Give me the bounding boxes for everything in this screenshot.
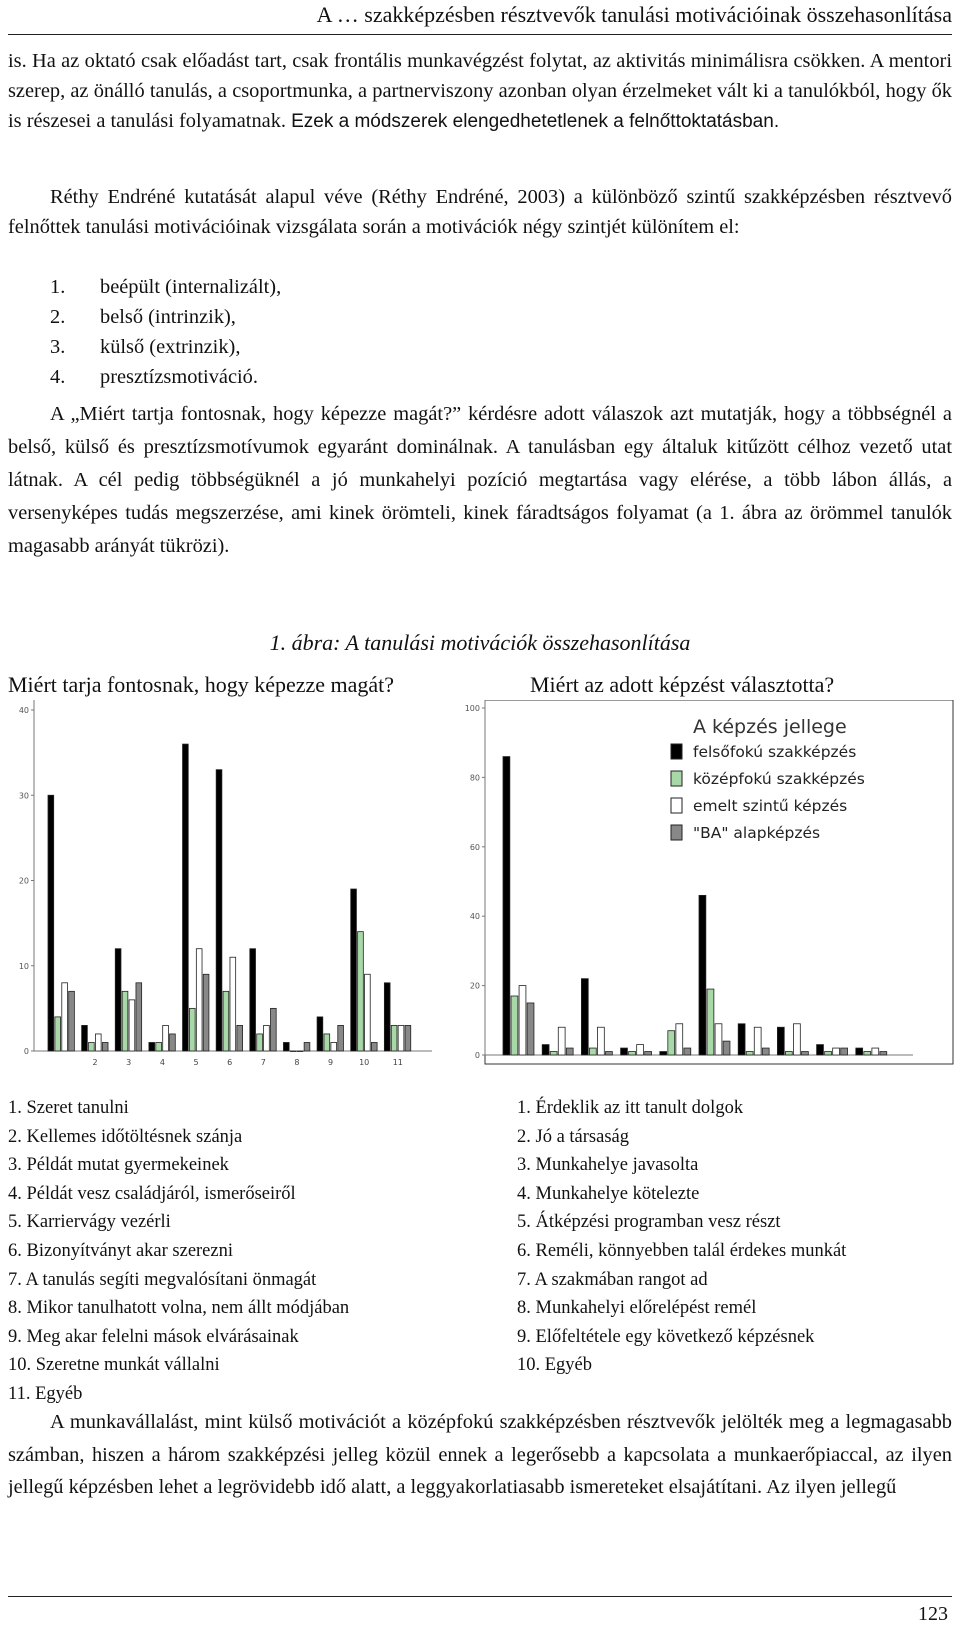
left-chart-x-tick-label: 6	[227, 1058, 233, 1067]
paragraph-1-sans-sentence: Ezek a módszerek elengedhetetlenek a felnőttoktatásban.	[291, 111, 780, 132]
left-chart-x-tick-label: 10	[359, 1058, 370, 1067]
left-chart-bar-cat2-s4	[102, 1042, 108, 1051]
left-chart-bar-cat1-s2	[55, 1017, 61, 1051]
left-chart-bar-cat10-s4	[371, 1042, 377, 1051]
right-chart-y-tick-label: 80	[469, 773, 480, 783]
left-item-4: 4. Példát vesz családjáról, ismerőseiről	[8, 1183, 296, 1204]
left-chart-y-tick-label: 0	[23, 1047, 29, 1056]
list-text: presztízsmotiváció.	[100, 366, 258, 388]
left-chart-bar-cat10-s1	[351, 889, 357, 1051]
right-chart-bar-cat7-s2	[746, 1052, 753, 1055]
left-item-10: 10. Szeretne munkát vállalni	[8, 1355, 220, 1376]
left-chart-bar-cat9-s4	[338, 1025, 344, 1051]
right-chart-y-tick-label: 0	[474, 1051, 480, 1060]
left-chart-bar-cat5-s2	[189, 1008, 195, 1051]
left-chart-bar-cat9-s3	[331, 1042, 337, 1051]
legend-label: középfokú szakképzés	[693, 770, 865, 788]
left-item-7: 7. A tanulás segíti megvalósítani önmagát	[8, 1269, 317, 1290]
right-item-10: 10. Egyéb	[517, 1355, 593, 1376]
left-chart-bar-cat2-s3	[95, 1034, 101, 1051]
right-chart-bar-cat2-s4	[566, 1048, 573, 1055]
list-item	[50, 272, 281, 302]
legend-swatch	[671, 798, 682, 813]
right-chart-bar-cat3-s2	[589, 1048, 596, 1055]
left-chart-x-tick-label: 7	[260, 1058, 266, 1067]
left-item-9: 9. Meg akar felelni mások elvárásainak	[8, 1326, 299, 1347]
left-chart-question: Miért tarja fontosnak, hogy képezze magát?	[8, 672, 395, 697]
right-chart-bar-cat8-s3	[793, 1024, 800, 1055]
left-chart-bar-cat6-s3	[230, 957, 236, 1051]
legend-label: "BA" alapképzés	[693, 824, 821, 842]
left-chart-items-list	[8, 1094, 349, 1409]
list-number: 3.	[50, 336, 66, 358]
figure-caption: 1. ábra: A tanulási motivációk összehasonlítása	[269, 630, 691, 655]
right-chart-y-tick-label: 40	[469, 912, 480, 922]
right-chart-bar-cat1-s3	[519, 986, 526, 1055]
left-chart-x-tick-label: 9	[327, 1058, 334, 1067]
left-chart-x-tick-label: 5	[193, 1058, 199, 1067]
right-chart-bar-cat2-s2	[550, 1052, 557, 1055]
right-chart-bar-cat3-s4	[606, 1052, 613, 1055]
left-chart-bar-cat6-s1	[216, 770, 222, 1051]
left-chart-x-tick-label: 4	[159, 1058, 165, 1067]
right-chart-bar-cat7-s1	[738, 1024, 745, 1055]
paragraph-2: Réthy Endréné kutatását alapul véve (Réthy Endréné, 2003) a különböző szintű szakképzésben résztvevő felnőttek tanulási motivációinak vizsgálata során a motivációk négy szintjét különítem el:	[8, 186, 952, 238]
page-number: 123	[918, 1603, 948, 1625]
legend-label: emelt szintű képzés	[693, 797, 848, 815]
right-item-7: 7. A szakmában rangot ad	[517, 1269, 708, 1290]
left-chart-y-tick-label: 10	[18, 961, 29, 971]
right-chart-bar-cat9-s2	[825, 1052, 832, 1055]
right-item-3: 3. Munkahelye javasolta	[517, 1155, 699, 1176]
left-chart-bar-cat5-s3	[196, 949, 202, 1051]
left-chart-bar-cat7-s4	[271, 1008, 277, 1051]
running-header	[8, 0, 952, 35]
right-chart-bar-cat8-s4	[802, 1052, 809, 1055]
right-chart-bar-cat10-s4	[880, 1052, 887, 1055]
left-chart-bar-cat2-s1	[82, 1025, 88, 1051]
right-chart-bar-cat9-s4	[841, 1048, 848, 1055]
right-chart-bar-cat6-s1	[699, 895, 706, 1055]
right-chart-bar-cat4-s3	[637, 1045, 644, 1055]
left-chart-bar-cat1-s3	[62, 983, 68, 1051]
right-chart-bar-cat8-s1	[777, 1027, 784, 1055]
right-chart-bar-cat10-s1	[856, 1048, 863, 1055]
left-chart-bar-cat8-s2	[290, 1051, 296, 1052]
left-chart-y-tick-label: 20	[18, 876, 29, 886]
left-chart-bar-cat4-s1	[149, 1042, 155, 1051]
right-chart-bar-cat6-s4	[723, 1041, 730, 1055]
left-chart-bar-cat8-s4	[304, 1042, 310, 1051]
right-item-8: 8. Munkahelyi előrelépést remél	[517, 1298, 757, 1319]
list-number: 2.	[50, 306, 66, 328]
right-chart-bar-cat4-s2	[629, 1052, 636, 1055]
right-item-6: 6. Reméli, könnyebben talál érdekes munkát	[517, 1240, 847, 1261]
left-chart-bar-cat8-s1	[283, 1042, 289, 1051]
right-chart-bar-cat2-s1	[542, 1045, 549, 1055]
left-chart-bar-cat6-s4	[237, 1025, 243, 1051]
left-chart-bar-cat2-s2	[89, 1042, 95, 1051]
list-item	[50, 332, 281, 362]
list-text: külső (extrinzik),	[100, 336, 241, 358]
left-item-1: 1. Szeret tanulni	[8, 1098, 129, 1118]
left-chart-bar-cat7-s2	[257, 1034, 263, 1051]
left-bar-chart	[0, 700, 440, 1085]
list-number: 1.	[50, 276, 66, 298]
paragraph-4: A munkavállalást, mint külső motivációt a középfokú szakképzésben résztvevők jelölték meg a legmagasabb számban, hiszen a három szakképzési jelleg közül ennek a legerősebb a kapcsolata a munkaerőpiaccal, az ilyen jellegű képzésben lehet a legrövidebb idő alatt, a leggyakorlatiasabb ismereteket elsajátítani. Az ilyen jellegű	[8, 1411, 952, 1498]
left-chart-bar-cat5-s4	[203, 974, 209, 1051]
left-chart-bar-cat10-s2	[358, 932, 364, 1051]
right-chart-bar-cat1-s2	[511, 996, 518, 1055]
left-chart-bar-cat3-s1	[115, 949, 121, 1051]
right-chart-bar-cat5-s2	[668, 1031, 675, 1055]
right-chart-bar-cat9-s3	[833, 1048, 840, 1055]
left-chart-bar-cat5-s1	[183, 744, 189, 1051]
left-chart-bar-cat3-s2	[122, 991, 128, 1051]
left-chart-x-tick-label: 8	[294, 1058, 300, 1067]
right-chart-bar-cat3-s1	[581, 979, 588, 1055]
left-item-11: 11. Egyéb	[8, 1383, 83, 1404]
left-chart-bar-cat11-s4	[405, 1025, 411, 1051]
right-chart-bar-cat9-s1	[817, 1045, 824, 1055]
left-chart-x-tick-label: 2	[92, 1058, 98, 1067]
paragraph-1	[8, 46, 952, 137]
right-chart-bar-cat3-s3	[597, 1027, 604, 1055]
left-item-2: 2. Kellemes időtöltésnek szánja	[8, 1126, 243, 1147]
right-chart-bar-cat4-s4	[645, 1052, 652, 1055]
right-bar-chart	[445, 700, 955, 1070]
right-chart-bar-cat10-s2	[864, 1052, 871, 1055]
right-chart-y-tick-label: 100	[464, 704, 480, 713]
legend-title: A képzés jellege	[693, 716, 847, 738]
right-chart-bar-cat1-s4	[527, 1003, 534, 1055]
right-item-2: 2. Jó a társaság	[517, 1126, 629, 1147]
list-text: beépült (internalizált),	[100, 276, 282, 298]
left-chart-bar-cat4-s3	[163, 1025, 169, 1051]
right-item-1: 1. Érdeklik az itt tanult dolgok	[517, 1098, 744, 1118]
paragraph-3: A „Miért tartja fontosnak, hogy képezze magát?” kérdésre adott válaszok azt mutatják, hogy a többségnél a belső, külső és presztízsmotívumok egyaránt dominálnak. A tanulásban egy általuk kitűzött célhoz vezető utat látnak. A cél pedig többségüknél a jó munkahelyi pozíció megtartása vagy elérése, a több lábon állás, a versenyképes tudás megszerzése, ami kinek örömteli, kinek fáradtságos folyamat (a 1. ábra az örömmel tanulók magasabb arányát tükrözi).	[8, 403, 952, 557]
left-chart-bar-cat1-s4	[69, 991, 75, 1051]
right-chart-bar-cat2-s3	[558, 1027, 565, 1055]
right-chart-bar-cat6-s3	[715, 1024, 722, 1055]
right-chart-bar-cat7-s3	[754, 1027, 761, 1055]
left-chart-bar-cat11-s3	[398, 1025, 404, 1051]
right-chart-items-list	[517, 1094, 846, 1380]
list-number: 4.	[50, 366, 66, 388]
left-chart-bar-cat3-s4	[136, 983, 142, 1051]
left-item-8: 8. Mikor tanulhatott volna, nem állt módjában	[8, 1298, 350, 1319]
left-item-3: 3. Példát mutat gyermekeinek	[8, 1155, 229, 1176]
left-chart-bar-cat7-s1	[250, 949, 256, 1051]
right-chart-y-tick-label: 60	[469, 842, 480, 852]
right-chart-y-tick-label: 20	[469, 981, 480, 991]
left-chart-x-tick-label: 3	[126, 1058, 132, 1067]
left-chart-x-tick-label: 11	[392, 1058, 403, 1067]
right-item-9: 9. Előfeltétele egy következő képzésnek	[517, 1326, 815, 1347]
legend-swatch	[671, 771, 682, 786]
left-chart-bar-cat3-s3	[129, 1000, 135, 1051]
legend-swatch	[671, 744, 682, 759]
running-title: A … szakképzésben résztvevők tanulási motivációinak összehasonlítása	[316, 2, 952, 27]
left-chart-bar-cat9-s1	[317, 1017, 323, 1051]
left-chart-bar-cat4-s2	[156, 1042, 162, 1051]
right-chart-bar-cat4-s1	[621, 1048, 628, 1055]
left-chart-bar-cat11-s2	[391, 1025, 397, 1051]
right-item-4: 4. Munkahelye kötelezte	[517, 1183, 700, 1204]
right-chart-bar-cat5-s3	[676, 1024, 683, 1055]
left-chart-bar-cat9-s2	[324, 1034, 330, 1051]
left-chart-y-tick-label: 30	[18, 791, 29, 801]
legend-label: felsőfokú szakképzés	[693, 743, 857, 761]
right-chart-question: Miért az adott képzést választotta?	[530, 672, 835, 697]
list-text: belső (intrinzik),	[100, 306, 236, 328]
left-chart-y-tick-label: 40	[18, 706, 29, 715]
right-chart-bar-cat10-s3	[872, 1048, 879, 1055]
list-item	[50, 302, 281, 332]
left-item-5: 5. Karriervágy vezérli	[8, 1212, 171, 1233]
right-chart-bar-cat7-s4	[762, 1048, 769, 1055]
right-chart-bar-cat5-s4	[684, 1048, 691, 1055]
right-chart-bar-cat5-s1	[660, 1052, 667, 1055]
left-item-6: 6. Bizonyítványt akar szerezni	[8, 1240, 233, 1261]
left-chart-bar-cat4-s4	[170, 1034, 176, 1051]
motivation-levels-list	[50, 272, 281, 392]
left-chart-bar-cat1-s1	[48, 795, 54, 1051]
legend-swatch	[671, 825, 682, 840]
right-chart-bar-cat6-s2	[707, 989, 714, 1055]
left-chart-bar-cat11-s1	[384, 983, 390, 1051]
left-chart-bar-cat7-s3	[264, 1025, 270, 1051]
list-item	[50, 362, 281, 392]
left-chart-bar-cat10-s3	[365, 974, 371, 1051]
page-footer	[8, 1596, 952, 1625]
left-chart-bar-cat8-s3	[297, 1051, 303, 1052]
right-item-5: 5. Átképzési programban vesz részt	[517, 1212, 781, 1233]
left-chart-bar-cat6-s2	[223, 991, 229, 1051]
right-chart-bar-cat8-s2	[785, 1052, 792, 1055]
paragraph-1-text: is. Ha az oktató csak előadást tart, csak frontális munkavégzést folytat, az aktivitás minimálisra csökken. A mentori szerep, az önálló tanulás, a csoportmunka, a partnerviszony azonban olyan érzelmeket vált ki a tanulókból, hogy ők is részesei a tanulási folyamatnak.	[8, 50, 952, 132]
right-chart-bar-cat1-s1	[503, 757, 510, 1055]
